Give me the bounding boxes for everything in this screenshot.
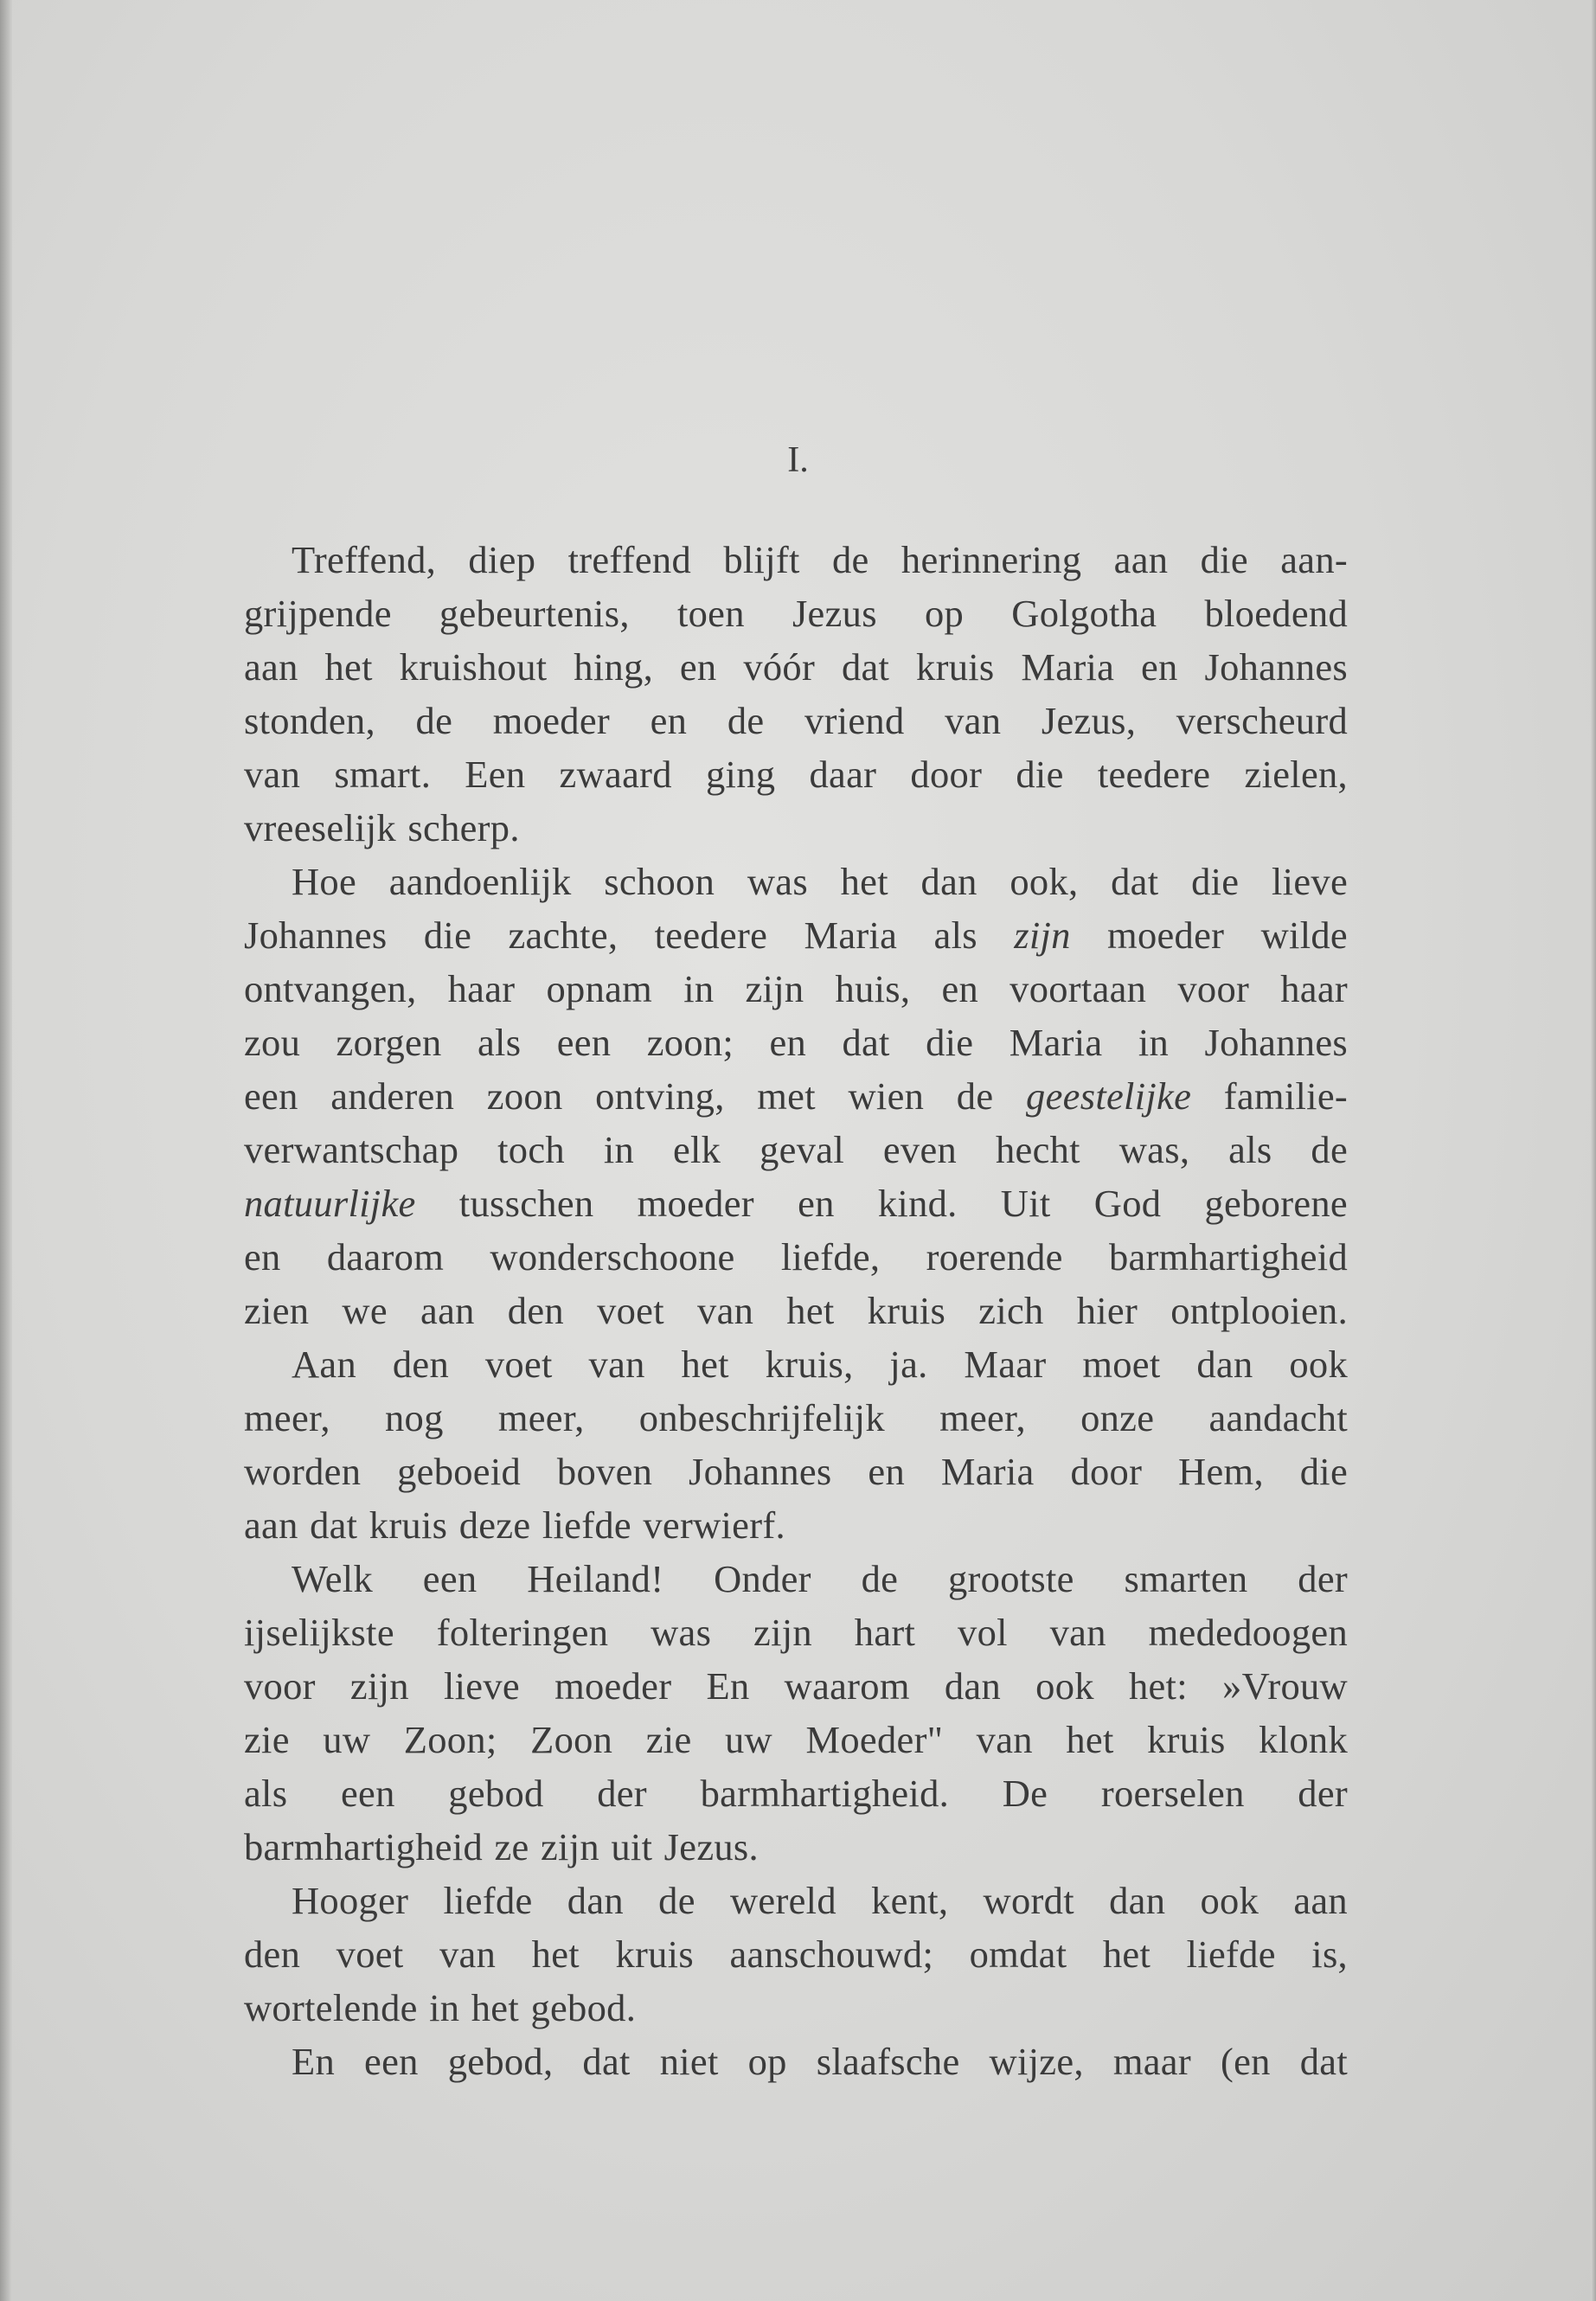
chapter-number: I. bbox=[787, 440, 809, 480]
emphasis-text: natuurlijke bbox=[244, 1182, 416, 1225]
text-line bbox=[244, 908, 1348, 962]
text-line: ontvangen, haar opnam in zijn huis, en voortaan voor haar bbox=[244, 967, 1348, 1010]
text-line: Hoe aandoenlijk schoon was het dan ook, dat die lieve bbox=[292, 860, 1348, 903]
text-line: verwantschap toch in elk geval even hecht was, als de bbox=[244, 1128, 1348, 1171]
text-line: den voet van het kruis aanschouwd; omdat het liefde is, bbox=[244, 1932, 1348, 1976]
text-line: barmhartigheid ze zijn uit Jezus. bbox=[244, 1825, 759, 1868]
text-line: als een gebod der barmhartigheid. De roerselen der bbox=[244, 1772, 1348, 1815]
text-line: Treffend, diep treffend blijft de herinnering aan die aan- bbox=[292, 538, 1348, 581]
emphasis-text: zijn bbox=[1014, 913, 1071, 957]
text-fragment: een anderen zoon ontving, met wien de bbox=[244, 1074, 994, 1118]
text-line: meer, nog meer, onbeschrijfelijk meer, onze aandacht bbox=[244, 1396, 1348, 1439]
text-line: van smart. Een zwaard ging daar door die teedere zielen, bbox=[244, 753, 1348, 796]
text-line: Hooger liefde dan de wereld kent, wordt dan ook aan bbox=[292, 1879, 1348, 1922]
text-line: worden geboeid boven Johannes en Maria door Hem, die bbox=[244, 1450, 1348, 1493]
emphasis-text: geestelijke bbox=[1026, 1074, 1192, 1118]
text-line: en daarom wonderschoone liefde, roerende barmhartigheid bbox=[244, 1235, 1348, 1279]
text-line: zie uw Zoon; Zoon zie uw Moeder" van het kruis klonk bbox=[244, 1718, 1348, 1761]
text-fragment: Johannes die zachte, teedere Maria als bbox=[244, 913, 977, 957]
page-shadow-left bbox=[0, 0, 12, 2301]
text-line bbox=[244, 1176, 1348, 1230]
text-line: stonden, de moeder en de vriend van Jezus, verscheurd bbox=[244, 699, 1348, 742]
text-fragment: moeder wilde bbox=[1107, 913, 1348, 957]
body-text bbox=[244, 533, 1348, 2088]
text-line: ijselijkste folteringen was zijn hart vol van mededoogen bbox=[244, 1611, 1348, 1654]
text-fragment: familie- bbox=[1223, 1074, 1348, 1118]
text-line: zien we aan den voet van het kruis zich hier ontplooien. bbox=[244, 1289, 1348, 1332]
text-line: aan dat kruis deze liefde verwierf. bbox=[244, 1503, 785, 1547]
text-line: Aan den voet van het kruis, ja. Maar moet dan ook bbox=[292, 1343, 1348, 1386]
text-line: wortelende in het gebod. bbox=[244, 1986, 637, 2029]
text-line: vreeselijk scherp. bbox=[244, 806, 520, 849]
text-fragment: tusschen moeder en kind. Uit God geborene bbox=[458, 1182, 1348, 1225]
text-line: voor zijn lieve moeder En waarom dan ook het: »Vrouw bbox=[244, 1664, 1348, 1708]
text-line: grijpende gebeurtenis, toen Jezus op Golgotha bloedend bbox=[244, 592, 1348, 635]
text-line: zou zorgen als een zoon; en dat die Maria in Johannes bbox=[244, 1021, 1348, 1064]
text-line: En een gebod, dat niet op slaafsche wijze, maar (en dat bbox=[292, 2040, 1348, 2083]
page-shadow-right bbox=[1591, 0, 1596, 2301]
text-line: Welk een Heiland! Onder de grootste smarten der bbox=[292, 1557, 1348, 1600]
text-line: aan het kruishout hing, en vóór dat kruis Maria en Johannes bbox=[244, 645, 1348, 689]
text-line bbox=[244, 1069, 1348, 1123]
